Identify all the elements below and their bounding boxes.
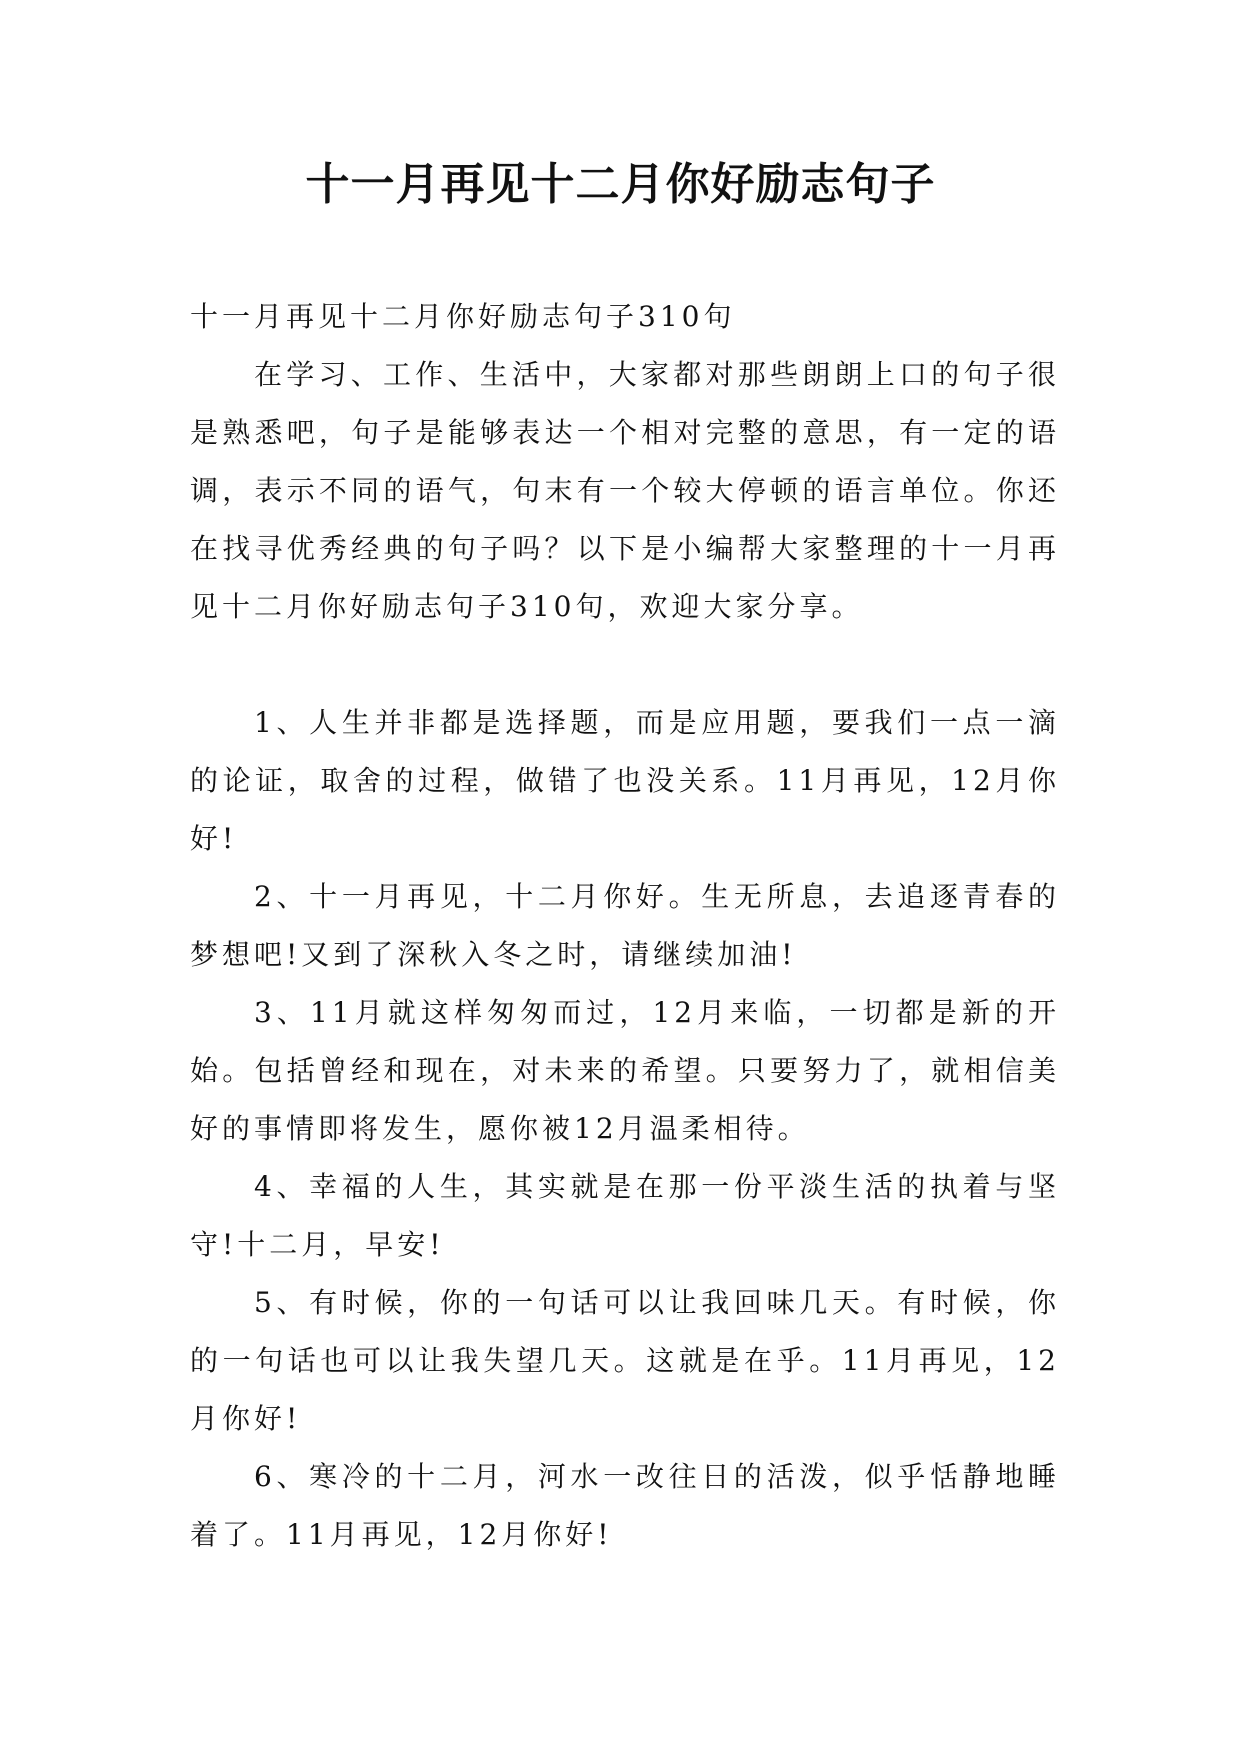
sentence-item-1: 1、人生并非都是选择题，而是应用题，要我们一点一滴的论证，取舍的过程，做错了也没关系。11月再见，12月你好! xyxy=(190,706,1060,855)
sentence-item-5: 5、有时候，你的一句话可以让我回味几天。有时候，你的一句话也可以让我失望几天。这就是在乎。11月再见，12月你好! xyxy=(190,1286,1060,1435)
document-title: 十一月再见十二月你好励志句子 xyxy=(305,159,936,210)
document-subtitle: 十一月再见十二月你好励志句子310句 xyxy=(190,300,736,333)
sentence-item-6: 6、寒冷的十二月，河水一改往日的活泼，似乎恬静地睡着了。11月再见，12月你好! xyxy=(190,1460,1060,1551)
sentence-item-2: 2、十一月再见，十二月你好。生无所息，去追逐青春的梦想吧!又到了深秋入冬之时，请继续加油! xyxy=(190,880,1060,971)
paragraph-spacer xyxy=(190,636,1060,694)
document-body xyxy=(190,288,1060,1564)
sentence-item-4: 4、幸福的人生，其实就是在那一份平淡生活的执着与坚守!十二月，早安! xyxy=(190,1170,1060,1261)
sentence-item-3: 3、11月就这样匆匆而过，12月来临，一切都是新的开始。包括曾经和现在，对未来的希望。只要努力了，就相信美好的事情即将发生，愿你被12月温柔相待。 xyxy=(190,996,1060,1145)
intro-paragraph: 在学习、工作、生活中，大家都对那些朗朗上口的句子很是熟悉吧，句子是能够表达一个相对完整的意思，有一定的语调，表示不同的语气，句末有一个较大停顿的语言单位。你还在找寻优秀经典的句子吗？以下是小编帮大家整理的十一月再见十二月你好励志句子310句，欢迎大家分享。 xyxy=(190,358,1060,623)
